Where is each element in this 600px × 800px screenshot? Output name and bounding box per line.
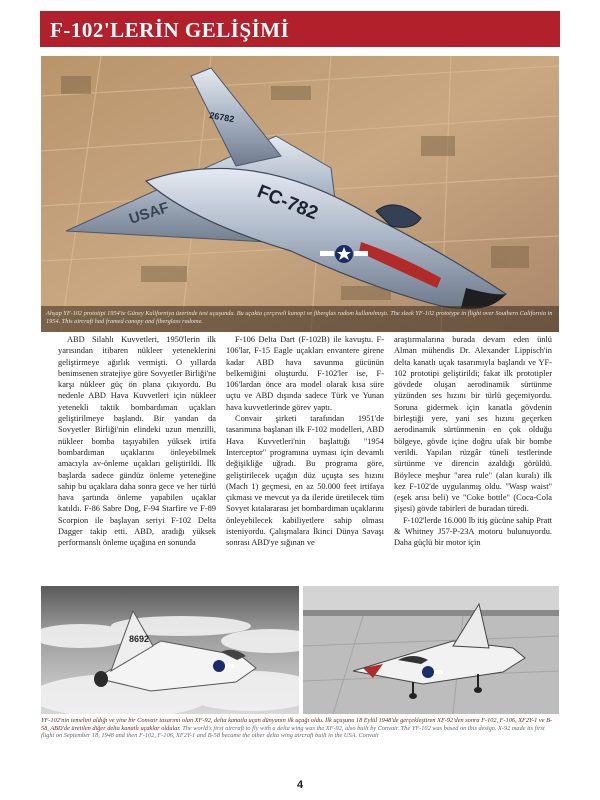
paragraph: Convair şirketi tarafından 1951'de tasarımına başlanan ilk F-102 modelleri, ABD Hava Kuvvetleri'nin başlattığı "1954 Interceptor" programına uyması için devamlı değişikliğe uğradı. Bu programa göre, geliştirilecek uçağın düz uçuşta ses hızını (Mach 1) geçmesi, en az 50.000 feet irtifaya çıkması ve mevcut ya da ileride üretilecek tüm Sovyet kıtalararası jet bombardıman uçaklarını önleyebilecek kabiliyetlere sahip olması isteniyordu. Çalışmalara İkinci Dünya Savaşı sonrası ABD'ye sığınan ve [226, 414, 384, 548]
bottom-right-photo [303, 586, 559, 714]
top-caption-tr: Ahşap YF-102 prototipi 1954'te Güney Kaliforniya üzerinde test uçuşunda. Bu uçakta çerçeveli kanopi ve fiberglas radom kullanılmıştı. [46, 310, 389, 317]
wing-usaf-text: USAF [126, 199, 172, 228]
bottom-left-photo [41, 586, 299, 714]
column-1 [58, 334, 216, 549]
fin-number-text: 26782 [208, 110, 236, 125]
article-body [58, 334, 556, 582]
tail-number-text: FC-782 [254, 181, 321, 225]
paragraph: ABD Silahlı Kuvvetleri, 1950'lerin ilk yarısından itibaren nükleer yeteneklerini geliştirmeye ağırlık vermişti. O yıllarda benimsenen stratejiye göre Sovyetler Birliği'ne karşı nükleer güç ön plana çıkıyordu. Bu nedenle ABD Hava Kuvvetleri için nükleer yetenekli taktik bombardıman uçakları geliştirilmeye başlandı. Bir yandan da Sovyetler Birliği'nin elindeki uzun menzilli, nükleer bomba taşıyabilen yüksek irtifa bombardıman uçaklarını önleyebilmek amacıyla av-önleme uçakları geliştirildi. İlk başlarda sadece gündüz önleme yeteneğine sahip bu uçaklara daha sonra gece ve her türlü hava şartında önleme yapabilen uçaklar katıldı. F-86 Sabre Dog, F-94 Starfire ve F-89 Scorpion ile başlayan seriyi F-102 Delta Dagger takip etti. ABD, aradığı yüksek performanslı önleme uçağına en sonunda [58, 335, 216, 548]
xf92-flight-image [41, 586, 299, 714]
column-3 [394, 334, 552, 549]
paragraph: F-106 Delta Dart (F-102B) ile kavuştu. F-106'lar, F-15 Eagle uçakları envantere girene kadar ABD hava savunma gücünün belkemiğini oluşturdu. F-102'ler ise, F-106'lardan önce ara model olarak kısa süre uçtu ve ABD dışında sadece Türk ve Yunan hava kuvvetlerinde görev yaptı. [226, 335, 384, 412]
title-bar [40, 11, 560, 47]
page-title: F-102'LERİN GELİŞİMİ [50, 18, 290, 42]
xf92-tail-number: 8692 [129, 634, 150, 644]
column-2 [226, 334, 384, 549]
xf92-ground-image [303, 586, 559, 714]
top-caption-en: The sleek YF-102 prototype in flight over Southern California in 1954. This aircraft had framed canopy and fiberglass radome. [46, 310, 553, 325]
bottom-caption-tr: YF-102'nin temelini aldığı ve yine bir Convair tasarımı olan XF-92, delta kanatla uçan dünyanın ilk uçağı oldu. İlk uçuşunu 18 Eylül 1948'de gerçekleştiren XF-92'den sonra F-102, F-106, XF2Y-1 ve B-58, ABD'de üretilen diğer delta kanatlı uçaklar oldular. [41, 717, 553, 732]
paragraph: araştırmalarına burada devam eden ünlü Alman mühendis Dr. Alexander Lippisch'in delta kanatlı uçak tasarımıyla başlandı ve YF-102 prototipi geliştirildi; fakat ilk prototipler gövdede oluşan aerodinamik sürtünme yüzünden ses hızını bir türlü geçemiyordu. Soruna gidermek için kanatla gövdenin birleştiği yere, yani ses hızını geçerken aerodinamik sürtünmenin en çok olduğu bölgeye, gövde içine doğru ufak bir bombe verildi. Yapılan rüzgâr tüneli testlerinde sürtünme ve direncin azaldığı görüldü. Böylece meşhur "area rule" (alan kuralı) ilk kez F-102'de uygulanmış oldu. "Wasp waist" (eşek arısı beli) ve "Coke bottle" (Coca-Cola şişesi) gövde tabirleri de buradan türedi. [394, 335, 552, 514]
bottom-caption [41, 717, 559, 740]
bottom-caption-en: The world's first aircraft to fly with a delta wing was the XF-92, also built by Convair. The YF-102 was based on this design. X-92 made its first flight on September 18, 1948 and then F-102, F-106, XF2Y-1 and B-58 became the other delta wing aircraft built in the USA. Convair [41, 724, 545, 740]
top-photo-caption [46, 310, 554, 325]
page-number: 4 [296, 779, 304, 791]
yf102-flight-image [41, 56, 559, 332]
top-photo [41, 56, 559, 332]
paragraph: F-102'lerde 16.000 lb itiş gücüne sahip Pratt & Whitney J57-P-23A motoru bulunuyordu. Daha güçlü bir motor için [394, 515, 552, 548]
